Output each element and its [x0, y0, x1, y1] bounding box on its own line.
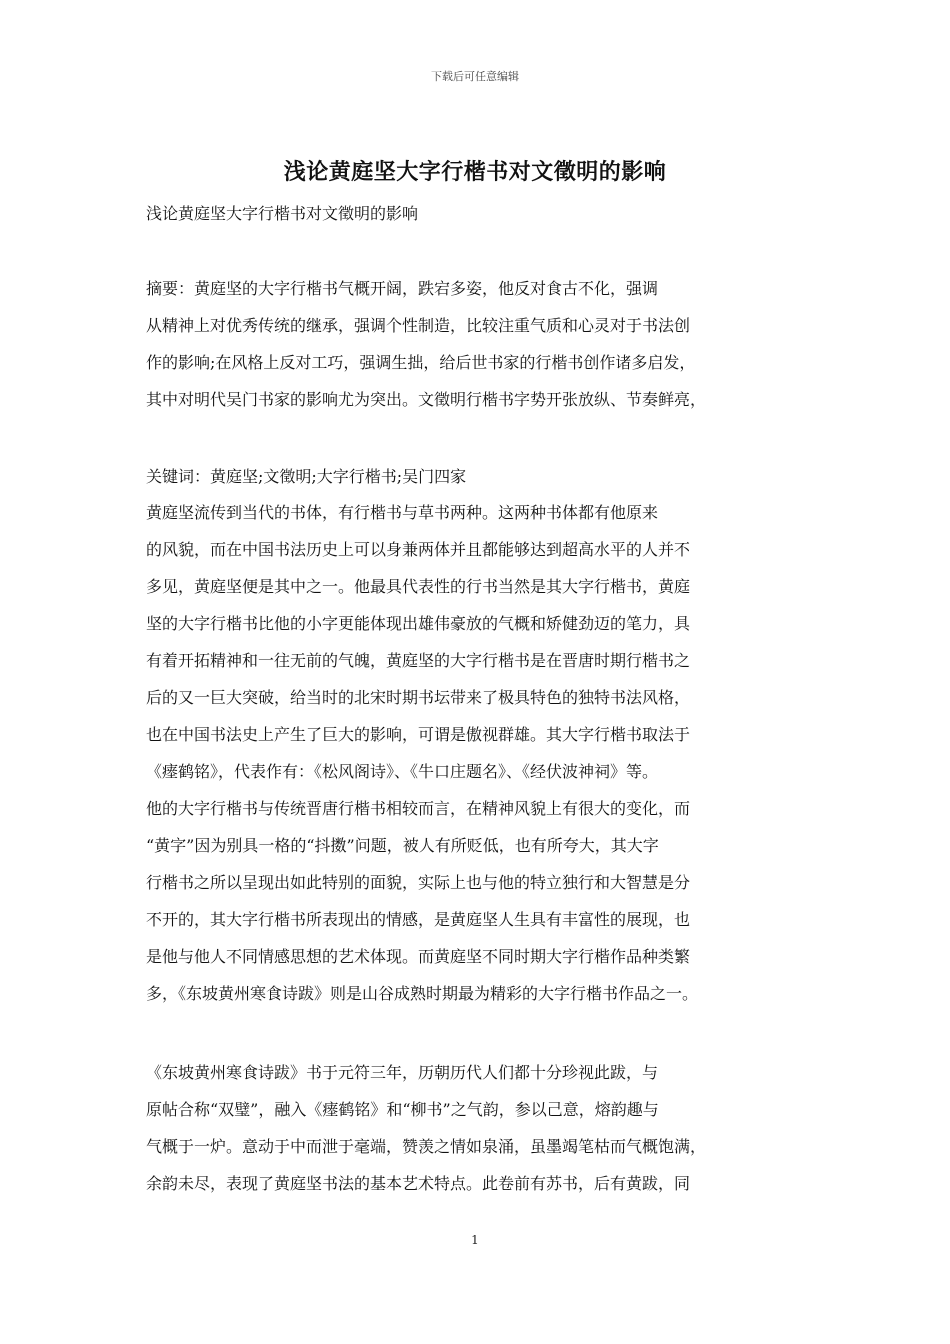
body-line: 《东坡黄州寒食诗跋》书于元符三年，历朝历代人们都十分珍视此跋，与	[146, 1063, 659, 1082]
body-line: “黄字”因为别具一格的“抖擞”问题，被人有所贬低，也有所夸大，其大字	[146, 836, 659, 855]
body-line: 黄庭坚流传到当代的书体，有行楷书与草书两种。这两种书体都有他原来	[146, 503, 659, 522]
body-paragraph-1	[146, 494, 806, 1012]
body-line: 气概于一炉。意动于中而泄于毫端，赞羡之情如泉涌，虽墨竭笔枯而气概饱满，	[146, 1137, 707, 1156]
body-line: 余韵未尽，表现了黄庭坚书法的基本艺术特点。此卷前有苏书，后有黄跋，同	[146, 1174, 691, 1193]
body-line: 的风貌，而在中国书法历史上可以身兼两体并且都能够达到超高水平的人并不	[146, 540, 691, 559]
body-line: 他的大字行楷书与传统晋唐行楷书相较而言，在精神风貌上有很大的变化，而	[146, 799, 691, 818]
body-line: 后的又一巨大突破，给当时的北宋时期书坛带来了极具特色的独特书法风格，	[146, 688, 691, 707]
document-subtitle: 浅论黄庭坚大字行楷书对文徵明的影响	[146, 204, 419, 223]
keywords-line: 关键词：黄庭坚;文徵明;大字行楷书;吴门四家	[146, 467, 467, 486]
body-line: 多见，黄庭坚便是其中之一。他最具代表性的行书当然是其大字行楷书，黄庭	[146, 577, 691, 596]
abstract-line: 作的影响;在风格上反对工巧，强调生拙，给后世书家的行楷书创作诸多启发，	[146, 353, 696, 372]
body-line: 也在中国书法史上产生了巨大的影响，可谓是傲视群雄。其大字行楷书取法于	[146, 725, 691, 744]
body-line: 坚的大字行楷书比他的小字更能体现出雄伟豪放的气概和矫健劲迈的笔力，具	[146, 614, 691, 633]
body-line: 是他与他人不同情感思想的艺术体现。而黄庭坚不同时期大字行楷作品种类繁	[146, 947, 691, 966]
abstract-line: 从精神上对优秀传统的继承，强调个性制造，比较注重气质和心灵对于书法创	[146, 316, 691, 335]
body-paragraph-2	[146, 1054, 806, 1202]
body-line: 原帖合称“双璧”，融入《瘗鹤铭》和“柳书”之气韵，参以己意，熔韵趣与	[146, 1100, 659, 1119]
page-number: 1	[471, 1233, 479, 1247]
body-line: 《瘗鹤铭》，代表作有：《松风阁诗》、《牛口庄题名》、《经伏波神祠》等。	[146, 762, 659, 781]
body-line: 不开的，其大字行楷书所表现出的情感，是黄庭坚人生具有丰富性的展现，也	[146, 910, 691, 929]
abstract-line: 其中对明代吴门书家的影响尤为突出。文徵明行楷书字势开张放纵、节奏鲜亮，	[146, 390, 707, 409]
body-line: 多，《东坡黄州寒食诗跋》则是山谷成熟时期最为精彩的大字行楷书作品之一。	[146, 984, 699, 1003]
header-note: 下载后可任意编辑	[431, 70, 519, 83]
abstract-line: 摘要：黄庭坚的大字行楷书气概开阔，跌宕多姿，他反对食古不化，强调	[146, 279, 659, 298]
body-line: 行楷书之所以呈现出如此特别的面貌，实际上也与他的特立独行和大智慧是分	[146, 873, 691, 892]
body-line: 有着开拓精神和一往无前的气魄，黄庭坚的大字行楷书是在晋唐时期行楷书之	[146, 651, 691, 670]
abstract-paragraph	[146, 270, 806, 418]
document-title: 浅论黄庭坚大字行楷书对文徵明的影响	[283, 159, 667, 185]
keywords-paragraph	[146, 458, 806, 495]
